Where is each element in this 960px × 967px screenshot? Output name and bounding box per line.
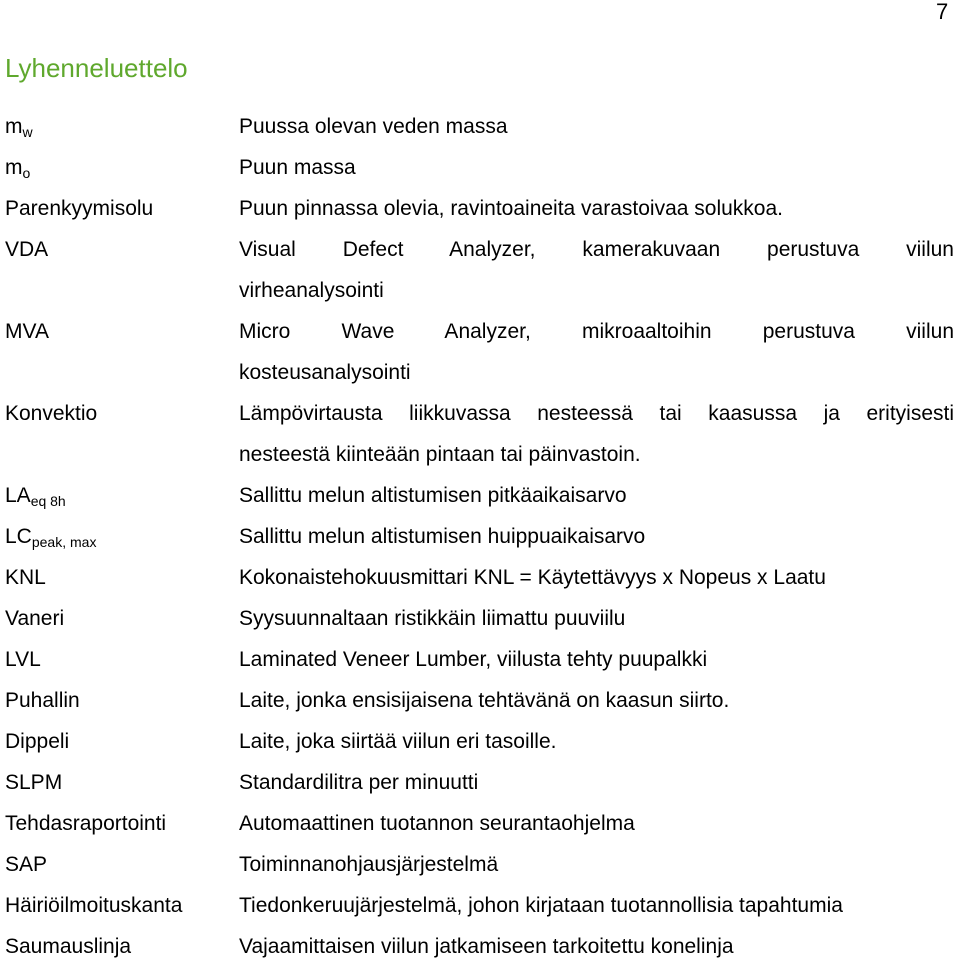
abbreviation-definition: Laite, joka siirtää viilun eri tasoille. bbox=[239, 730, 557, 753]
abbreviation-definition: Visual Defect Analyzer, kamerakuvaan perustuva viilun virheanalysointi bbox=[239, 238, 954, 302]
abbreviation-term: $m_w$ bbox=[5, 115, 33, 140]
list-item bbox=[0, 229, 960, 311]
abbreviation-term: KNL bbox=[5, 566, 46, 589]
abbreviation-definition: Standardilitra per minuutti bbox=[239, 771, 479, 794]
list-item bbox=[0, 598, 960, 639]
list-item bbox=[0, 147, 960, 188]
abbreviation-definition: Automaattinen tuotannon seurantaohjelma bbox=[239, 812, 635, 835]
abbreviation-definition: Puussa olevan veden massa bbox=[239, 115, 508, 138]
abbreviation-term: Parenkyymisolu bbox=[5, 197, 154, 220]
abbreviation-term: Saumauslinja bbox=[5, 935, 132, 958]
list-item bbox=[0, 475, 960, 516]
abbreviation-term: SLPM bbox=[5, 771, 63, 794]
abbreviation-definition: Syysuunnaltaan ristikkäin liimattu puuviilu bbox=[239, 607, 626, 630]
abbreviation-term: Vaneri bbox=[5, 607, 65, 630]
list-item bbox=[0, 311, 960, 393]
abbreviation-definition: Puun massa bbox=[239, 156, 356, 179]
abbreviation-term: Puhallin bbox=[5, 689, 80, 712]
abbreviation-term: $m_o$ bbox=[5, 156, 31, 181]
abbreviation-definition: Tiedonkeruujärjestelmä, johon kirjataan tuotannollisia tapahtumia bbox=[239, 894, 843, 917]
abbreviation-list bbox=[0, 106, 960, 967]
abbreviation-term: MVA bbox=[5, 320, 49, 343]
abbreviation-definition: Toiminnanohjausjärjestelmä bbox=[239, 853, 499, 876]
abbreviation-definition: Sallittu melun altistumisen huippuaikaisarvo bbox=[239, 525, 646, 548]
abbreviation-definition: Sallittu melun altistumisen pitkäaikaisarvo bbox=[239, 484, 627, 507]
list-item bbox=[0, 885, 960, 926]
abbreviation-term: Tehdasraportointi bbox=[5, 812, 167, 835]
list-item bbox=[0, 516, 960, 557]
abbreviation-term: Häiriöilmoituskanta bbox=[5, 894, 183, 917]
list-item bbox=[0, 803, 960, 844]
page-title: Lyhenneluettelo bbox=[5, 53, 188, 83]
list-item bbox=[0, 557, 960, 598]
abbreviation-definition: Laminated Veneer Lumber, viilusta tehty puupalkki bbox=[239, 648, 708, 671]
list-item bbox=[0, 926, 960, 967]
list-item bbox=[0, 393, 960, 475]
list-item bbox=[0, 844, 960, 885]
abbreviation-definition: Micro Wave Analyzer, mikroaaltoihin perustuva viilun kosteusanalysointi bbox=[239, 320, 954, 384]
list-item bbox=[0, 721, 960, 762]
list-item bbox=[0, 106, 960, 147]
abbreviation-definition: Kokonaistehokuusmittari KNL = Käytettävyys x Nopeus x Laatu bbox=[239, 566, 826, 589]
abbreviation-term: VDA bbox=[5, 238, 49, 261]
list-item bbox=[0, 188, 960, 229]
abbreviation-definition: Puun pinnassa olevia, ravintoaineita varastoivaa solukkoa. bbox=[239, 197, 784, 220]
abbreviation-definition: Laite, jonka ensisijaisena tehtävänä on kaasun siirto. bbox=[239, 689, 730, 712]
abbreviation-term: LVL bbox=[5, 648, 41, 671]
list-item bbox=[0, 680, 960, 721]
page-number: 7 bbox=[936, 0, 949, 24]
abbreviation-term: $LC_{peak, max}$ bbox=[5, 525, 97, 550]
abbreviation-term: $LA_{eq 8h}$ bbox=[5, 484, 66, 509]
abbreviation-definition: Lämpövirtausta liikkuvassa nesteessä tai kaasussa ja erityisesti nesteestä kiinteään pintaan tai päinvastoin. bbox=[239, 402, 954, 466]
abbreviation-term: SAP bbox=[5, 853, 48, 876]
abbreviation-term: Konvektio bbox=[5, 402, 98, 425]
abbreviation-term: Dippeli bbox=[5, 730, 70, 753]
list-item bbox=[0, 639, 960, 680]
abbreviation-definition: Vajaamittaisen viilun jatkamiseen tarkoitettu konelinja bbox=[239, 935, 734, 958]
list-item bbox=[0, 762, 960, 803]
